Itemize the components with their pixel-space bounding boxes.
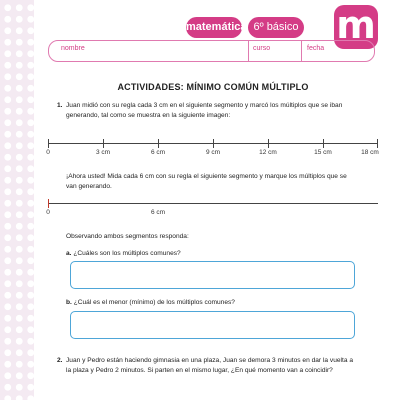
question-2 [57,356,386,375]
decorative-dot-strip [0,0,34,400]
date-label: fecha [307,45,325,52]
question-text: la plaza y Pedro 2 minutos. Si parten en el mismo lugar, ¿En qué momento van a coincidir? [66,366,333,374]
ruler-tick [48,139,49,148]
ruler-tick [103,139,104,148]
question-text: Juan midió con su regla cada 3 cm en el siguiente segmento y marcó los múltiplos que se iban [66,102,343,109]
ruler-tick [323,139,324,148]
question-text: ¿Cuáles son los múltiplos comunes? [73,250,181,257]
ruler-tick-label: 0 [46,149,50,156]
logo-m: m [334,5,378,49]
ruler-tick-label: 18 cm [361,149,379,156]
question-text: van generando. [66,182,112,190]
question-text: ¿Cuál es el menor (mínimo) de los múltiplos comunes? [73,299,235,306]
course-label: curso [253,45,271,52]
ruler-tick [158,139,159,148]
question-a [66,249,366,259]
ruler-tick-label: 0 [46,209,50,216]
page-title: ACTIVIDADES: MÍNIMO COMÚN MÚLTIPLO [117,82,309,92]
student-info-bar [48,40,375,62]
ruler-tick [48,199,49,208]
ruler-tick-label: 6 cm [150,209,166,216]
ruler-tick-label: 9 cm [205,149,221,156]
question-text: ¡Ahora usted! Mida cada 6 cm con su regla el siguiente segmento y marque los múltiplos que se [66,173,347,180]
ruler-tick-label: 3 cm [95,149,111,156]
name-label: nombre [61,45,85,52]
ruler-tick-label: 6 cm [150,149,166,156]
ruler-tick [377,139,378,148]
divider [301,41,302,61]
ruler-tick [268,139,269,148]
question-text: Juan y Pedro están haciendo gimnasia en una plaza, Juan se demora 3 minutos en dar la vuelta a [66,357,354,364]
question-number: 2. [57,357,63,364]
question-text: generando, tal como se muestra en la siguiente imagen: [66,111,231,119]
question-letter: b. [66,299,72,306]
ruler-tick-label: 15 cm [314,149,332,156]
ruler-segment-1 [48,137,378,157]
divider [248,41,249,61]
ruler-segment-2 [48,197,378,217]
answer-box-a[interactable] [70,261,355,289]
question-1 [57,101,386,120]
ruler-tick [213,139,214,148]
ruler-tick-label: 12 cm [259,149,277,156]
question-number: 1. [57,102,63,109]
subject-badge: matemática [186,17,242,38]
grade-badge: 6º básico [248,17,304,38]
question-b [66,298,366,308]
question-letter: a. [66,250,72,257]
instruction-text: Observando ambos segmentos responda: [66,233,189,240]
segment-line [48,203,378,204]
question-1b [66,172,386,191]
answer-box-b[interactable] [70,311,355,339]
